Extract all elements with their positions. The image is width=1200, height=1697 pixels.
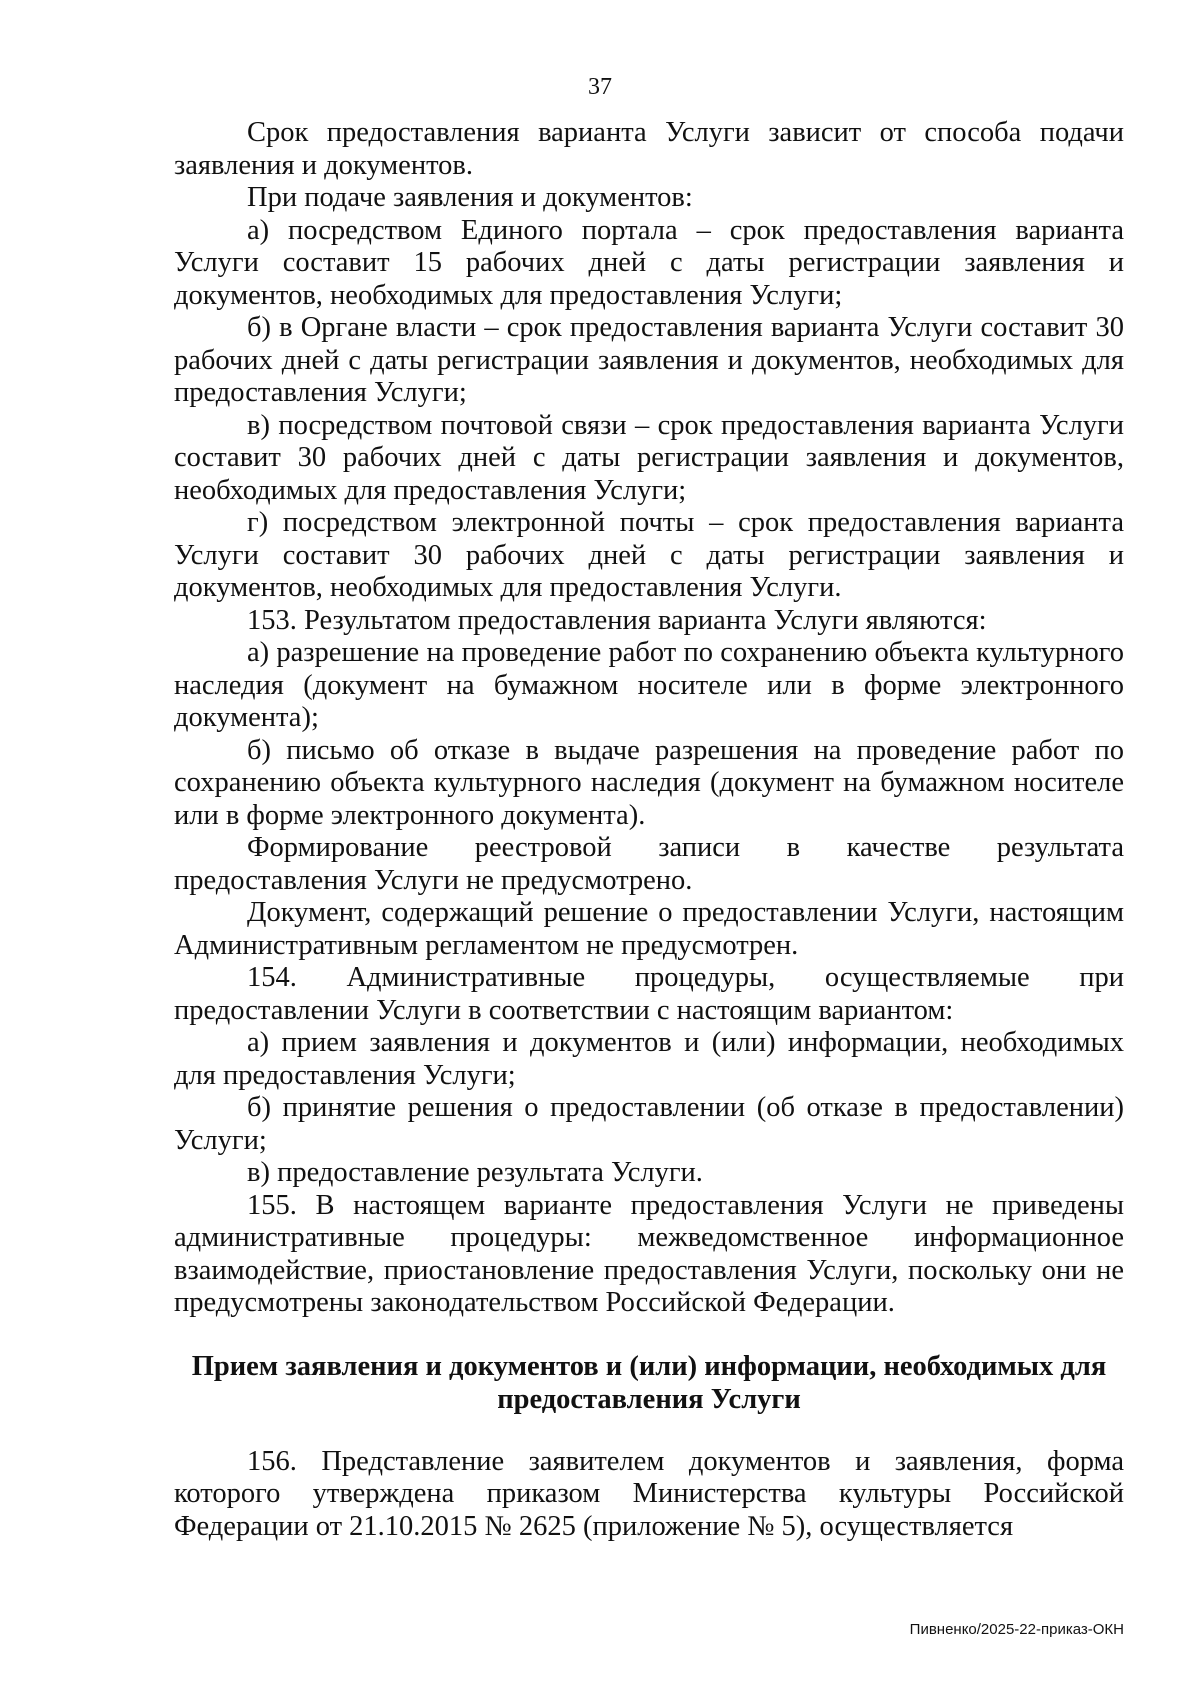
paragraph: Формирование реестровой записи в качестве результата предоставления Услуги не предусмотрено. (174, 832, 1124, 896)
numbered-clause: 154. Административные процедуры, осуществляемые при предоставлении Услуги в соответствии с настоящим вариантом: (174, 962, 1124, 1026)
numbered-clause: 153. Результатом предоставления варианта Услуги являются: (247, 604, 987, 636)
list-item: б) письмо об отказе в выдаче разрешения на проведение работ по сохранению объекта культурного наследия (документ на бумажном носителе или в форме электронного документа). (174, 734, 1124, 831)
list-item: в) предоставление результата Услуги. (247, 1157, 703, 1188)
paragraph: При подаче заявления и документов: (247, 182, 693, 213)
paragraph: Срок предоставления варианта Услуги зависит от способа подачи заявления и документов. (174, 117, 1124, 181)
list-item: а) разрешение на проведение работ по сохранению объекта культурного наследия (документ на бумажном носителе или в форме электронного документа); (174, 637, 1124, 733)
list-item: г) посредством электронной почты – срок предоставления варианта Услуги составит 30 рабочих дней с даты регистрации заявления и документов, необходимых для предоставления Услуги. (174, 507, 1124, 603)
list-item: б) принятие решения о предоставлении (об отказе в предоставлении) Услуги; (174, 1092, 1124, 1156)
numbered-clause: 156. Представление заявителем документов и заявления, форма которого утверждена приказом Министерства культуры Российской Федерации от 21.10.2015 № 2625 (приложение № 5), осуществляется (174, 1445, 1124, 1542)
list-item: а) прием заявления и документов и (или) информации, необходимых для предоставления Услуги; (174, 1027, 1124, 1091)
page-number: 37 (588, 74, 612, 100)
document-body (174, 117, 1124, 1543)
document-footer: Пивненко/2025-22-приказ-ОКН (909, 1621, 1124, 1638)
list-item: а) посредством Единого портала – срок предоставления варианта Услуги составит 15 рабочих дней с даты регистрации заявления и документов, необходимых для предоставления Услуги; (174, 214, 1124, 311)
list-item: в) посредством почтовой связи – срок предоставления варианта Услуги составит 30 рабочих дней с даты регистрации заявления и документов, необходимых для предоставления Услуги; (174, 409, 1124, 506)
paragraph: Документ, содержащий решение о предоставлении Услуги, настоящим Административным регламентом не предусмотрен. (174, 897, 1124, 961)
section-heading: Прием заявления и документов и (или) информации, необходимых для предоставления Услуги (191, 1350, 1107, 1415)
numbered-clause: 155. В настоящем варианте предоставления Услуги не приведены административные процедуры: межведомственное информационное взаимодействие, приостановление предоставления Услуги, поскольку они не предусмотрены законодательством Российской Федерации. (174, 1189, 1124, 1318)
list-item: б) в Органе власти – срок предоставления варианта Услуги составит 30 рабочих дней с даты регистрации заявления и документов, необходимых для предоставления Услуги; (174, 312, 1124, 408)
